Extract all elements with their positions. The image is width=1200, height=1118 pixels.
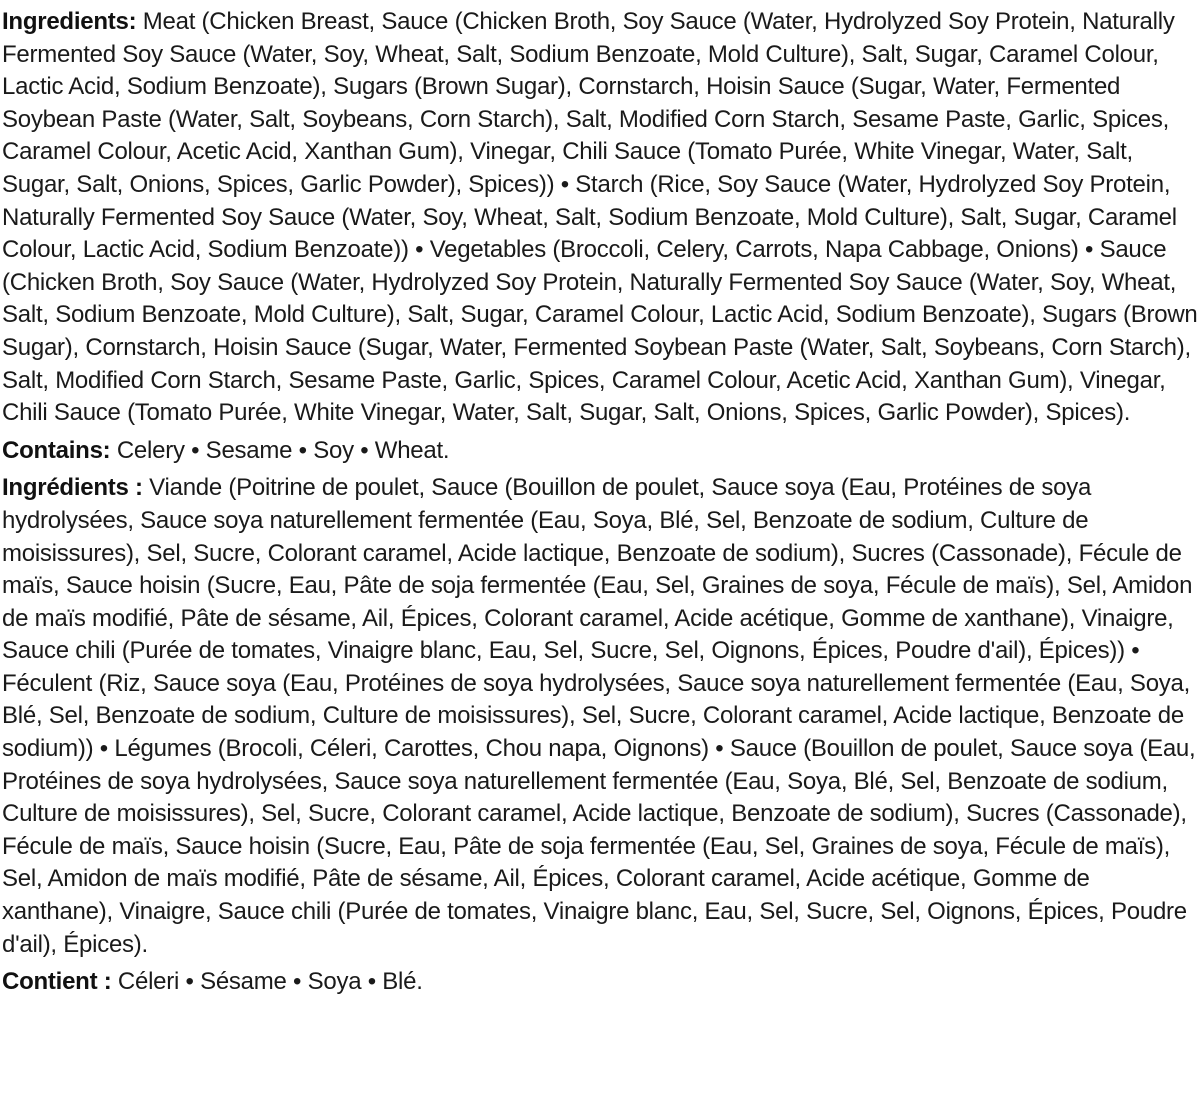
contains-paragraph-en	[2, 435, 1198, 468]
contains-heading-fr: Contient :	[2, 968, 112, 996]
ingredient-label	[2, 6, 1198, 999]
ingredients-heading-en: Ingredients:	[2, 8, 137, 35]
contains-paragraph-fr	[2, 966, 1198, 999]
ingredients-paragraph-fr	[2, 472, 1198, 961]
ingredients-text-fr: Viande (Poitrine de poulet, Sauce (Bouillon de poulet, Sauce soya (Eau, Protéines de soya hydrolysées, Sauce soya naturellement fermentée (Eau, Soya, Blé, Sel, Benzoate de sodium, Culture de moisissures), Sel, Sucre, Colorant caramel, Acide lactique, Benzoate de sodium), Sucres (Cassonade), Fécule de maïs, Sauce hoisin (Sucre, Eau, Pâte de soja fermentée (Eau, Sel, Graines de soya, Fécule de maïs), Sel, Amidon de maïs modifié, Pâte de sésame, Ail, Épices, Colorant caramel, Acide acétique, Gomme de xanthane), Vinaigre, Sauce chili (Purée de tomates, Vinaigre blanc, Eau, Sel, Sucre, Sel, Oignons, Épices, Poudre d'ail), Épices)) • Féculent (Riz, Sauce soya (Eau, Protéines de soya hydrolysées, Sauce soya naturellement fermentée (Eau, Soya, Blé, Sel, Benzoate de sodium, Culture de moisissures), Sel, Sucre, Colorant caramel, Acide lactique, Benzoate de sodium)) • Légumes (Brocoli, Céleri, Carottes, Chou napa, Oignons) • Sauce (Bouillon de poulet, Sauce soya (Eau, Protéines de soya hydrolysées, Sauce soya naturellement fermentée (Eau, Soya, Blé, Sel, Benzoate de sodium, Culture de moisissures), Sel, Sucre, Colorant caramel, Acide lactique, Benzoate de sodium), Sucres (Cassonade), Fécule de maïs, Sauce hoisin (Sucre, Eau, Pâte de soja fermentée (Eau, Sel, Graines de soya, Fécule de maïs), Sel, Amidon de maïs modifié, Pâte de sésame, Ail, Épices, Colorant caramel, Acide acétique, Gomme de xanthane), Vinaigre, Sauce chili (Purée de tomates, Vinaigre blanc, Eau, Sel, Sucre, Sel, Oignons, Épices, Poudre d'ail), Épices).	[2, 474, 1196, 958]
contains-heading-en: Contains:	[2, 436, 111, 464]
ingredients-heading-fr: Ingrédients :	[2, 474, 143, 502]
ingredients-paragraph-en	[2, 6, 1198, 430]
contains-text-fr: Céleri • Sésame • Soya • Blé.	[111, 968, 423, 996]
contains-text-en: Celery • Sesame • Soy • Wheat.	[110, 436, 450, 464]
ingredients-text-en: Meat (Chicken Breast, Sauce (Chicken Broth, Soy Sauce (Water, Hydrolyzed Soy Protein, Naturally Fermented Soy Sauce (Water, Soy, Wheat, Salt, Sodium Benzoate, Mold Culture), Salt, Sugar, Caramel Colour, Lactic Acid, Sodium Benzoate), Sugars (Brown Sugar), Cornstarch, Hoisin Sauce (Sugar, Water, Fermented Soybean Paste (Water, Salt, Soybeans, Corn Starch), Salt, Modified Corn Starch, Sesame Paste, Garlic, Spices, Caramel Colour, Acetic Acid, Xanthan Gum), Vinegar, Chili Sauce (Tomato Purée, White Vinegar, Water, Salt, Sugar, Salt, Onions, Spices, Garlic Powder), Spices)) • Starch (Rice, Soy Sauce (Water, Hydrolyzed Soy Protein, Naturally Fermented Soy Sauce (Water, Soy, Wheat, Salt, Sodium Benzoate, Mold Culture), Salt, Sugar, Caramel Colour, Lactic Acid, Sodium Benzoate)) • Vegetables (Broccoli, Celery, Carrots, Napa Cabbage, Onions) • Sauce (Chicken Broth, Soy Sauce (Water, Hydrolyzed Soy Protein, Naturally Fermented Soy Sauce (Water, Soy, Wheat, Salt, Sodium Benzoate, Mold Culture), Salt, Sugar, Caramel Colour, Lactic Acid, Sodium Benzoate), Sugars (Brown Sugar), Cornstarch, Hoisin Sauce (Sugar, Water, Fermented Soybean Paste (Water, Salt, Soybeans, Corn Starch), Salt, Modified Corn Starch, Sesame Paste, Garlic, Spices, Caramel Colour, Acetic Acid, Xanthan Gum), Vinegar, Chili Sauce (Tomato Purée, White Vinegar, Water, Salt, Sugar, Salt, Onions, Spices, Garlic Powder), Spices).	[2, 8, 1198, 427]
